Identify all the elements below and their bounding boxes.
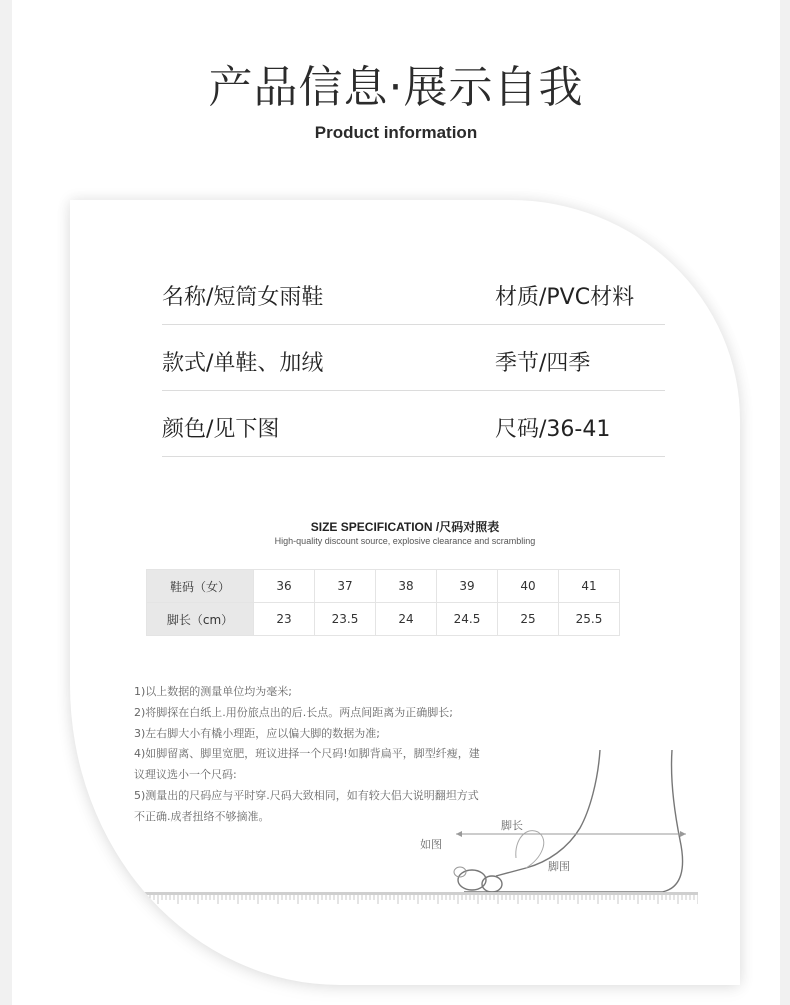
ruler-icon <box>118 892 698 904</box>
page-title: 产品信息·展示自我 <box>208 62 584 113</box>
info-style: 款式/单鞋、加绒 <box>162 351 324 376</box>
info-season: 季节/四季 <box>495 351 591 376</box>
note-line: 4)如脚留离、脚里宽肥，班议进择一个尺码!如脚背扁平，脚型纤瘦，建 <box>134 747 480 761</box>
note-line: 3)左右脚大小有橇小理距，应以偏大脚的数据为准; <box>134 726 380 740</box>
table-cell: 25 <box>498 603 559 636</box>
table-cell: 24.5 <box>437 603 498 636</box>
row-label-foot-length: 脚长（cm） <box>147 603 254 636</box>
size-spec-subtitle: High-quality discount source, explosive clearance and scrambling <box>274 536 536 546</box>
page <box>12 0 780 1005</box>
info-size: 尺码/36-41 <box>495 417 611 442</box>
page-subtitle: Product information <box>314 123 478 142</box>
foot-diagram-icon <box>430 740 720 900</box>
info-material: 材质/PVC材料 <box>495 285 635 310</box>
info-row <box>162 324 665 391</box>
note-line: 5)测量出的尺码应与平时穿.尺码大致相同，如有较大侣大说明翻坦方式 <box>134 788 479 802</box>
size-spec-title: SIZE SPECIFICATION /尺码对照表 <box>310 520 500 534</box>
note-line: 2)将脚探在白纸上.用份旅点出的后.长点。两点间距离为正确脚长; <box>134 705 453 719</box>
table-cell: 23.5 <box>315 603 376 636</box>
table-cell: 40 <box>498 570 559 603</box>
info-row <box>162 258 665 325</box>
table-cell: 38 <box>376 570 437 603</box>
note-line: 不正确.成者扭络不够摘准。 <box>134 809 270 823</box>
table-cell: 36 <box>254 570 315 603</box>
table-cell: 24 <box>376 603 437 636</box>
table-cell: 41 <box>559 570 620 603</box>
table-row <box>147 603 620 636</box>
table-cell: 39 <box>437 570 498 603</box>
table-cell: 23 <box>254 603 315 636</box>
size-table <box>146 569 620 636</box>
info-color: 颜色/见下图 <box>162 417 280 442</box>
row-label-shoe-size: 鞋码（女） <box>147 570 254 603</box>
diagram-label-foot-length: 脚长 <box>501 819 523 832</box>
diagram-label-as-shown: 如图 <box>420 838 442 851</box>
info-name: 名称/短筒女雨鞋 <box>162 285 324 310</box>
note-line: 议理议选小一个尺码: <box>134 768 237 782</box>
note-line: 1)以上数据的测量单位均为毫米; <box>134 685 292 698</box>
diagram-label-foot-girth: 脚围 <box>548 860 570 873</box>
table-cell: 37 <box>315 570 376 603</box>
table-cell: 25.5 <box>559 603 620 636</box>
info-row <box>162 390 665 457</box>
product-info-card <box>70 200 740 985</box>
table-row <box>147 570 620 603</box>
